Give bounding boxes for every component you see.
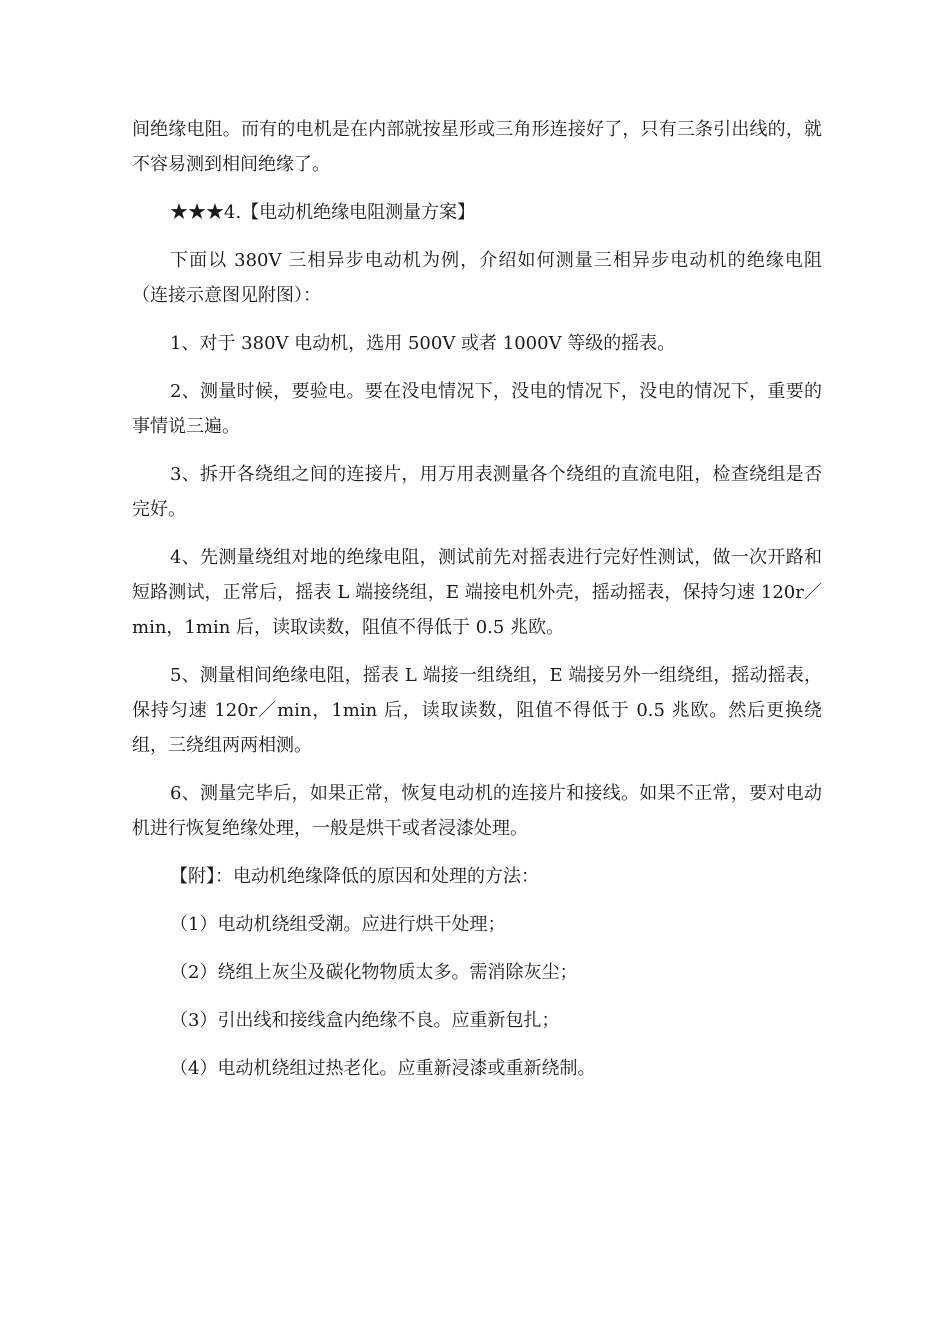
- continuation-paragraph: 间绝缘电阻。而有的电机是在内部就按星形或三角形连接好了，只有三条引出线的，就不容易测到相间绝缘了。: [132, 119, 822, 175]
- intro-paragraph: 下面以 380V 三相异步电动机为例，介绍如何测量三相异步电动机的绝缘电阻（连接示意图见附图）：: [132, 250, 822, 306]
- step-6: 6、测量完毕后，如果正常，恢复电动机的连接片和接线。如果不正常，要对电动机进行恢复绝缘处理，一般是烘干或者浸漆处理。: [132, 783, 822, 839]
- step-3: 3、拆开各绕组之间的连接片，用万用表测量各个绕组的直流电阻，检查绕组是否完好。: [132, 464, 822, 520]
- appendix-item-2: （2）绕组上灰尘及碳化物物质太多。需消除灰尘；: [170, 962, 578, 983]
- appendix-item-1: （1）电动机绕组受潮。应进行烘干处理；: [170, 914, 506, 935]
- step-2: 2、测量时候，要验电。要在没电情况下，没电的情况下，没电的情况下，重要的事情说三遍。: [132, 381, 822, 437]
- step-5: 5、测量相间绝缘电阻，摇表 L 端接一组绕组，E 端接另外一组绕组，摇动摇表，保持匀速 120r／min，1min 后，读取读数，阻值不得低于 0.5 兆欧。然后更换绕组，三绕组两两相测。: [132, 665, 822, 756]
- step-4: 4、先测量绕组对地的绝缘电阻，测试前先对摇表进行完好性测试，做一次开路和短路测试，正常后，摇表 L 端接绕组，E 端接电机外壳，摇动摇表，保持匀速 120r／min，1min 后，读取读数，阻值不得低于 0.5 兆欧。: [132, 547, 822, 638]
- document-body: [132, 112, 822, 1099]
- appendix-item-4: （4）电动机绕组过热老化。应重新浸漆或重新绕制。: [170, 1058, 596, 1079]
- step-1: 1、对于 380V 电动机，选用 500V 或者 1000V 等级的摇表。: [170, 333, 676, 354]
- appendix-heading: 【附】：电动机绝缘降低的原因和处理的方法：: [170, 866, 539, 887]
- appendix-item-3: （3）引出线和接线盒内绝缘不良。应重新包扎；: [170, 1010, 560, 1031]
- section-heading: ★★★4.【电动机绝缘电阻测量方案】: [170, 202, 476, 223]
